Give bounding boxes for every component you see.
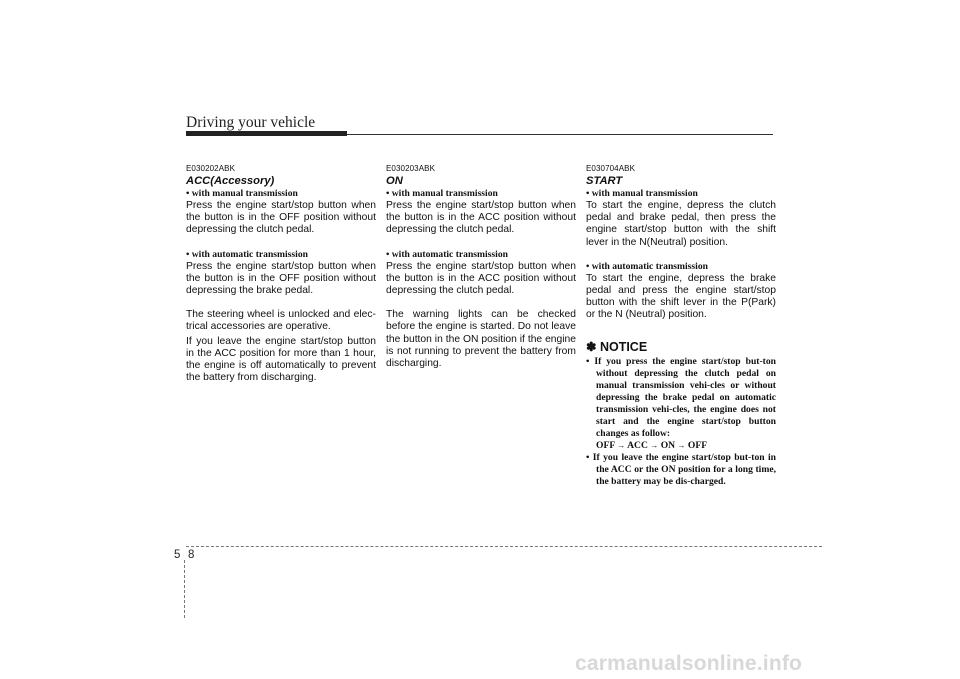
watermark: carmanualsonline.info	[575, 652, 803, 675]
notice-item	[586, 356, 776, 452]
notice-item-text: • If you press the engine start/stop but-ton without depressing the clutch pedal on manual transmission vehi-cles or without depressing the brake pedal on automatic transmission vehi-cles, the engine does not start and the engine start/stop button changes as follow:	[586, 355, 776, 439]
section-title: ON	[386, 175, 403, 187]
manual-transmission-text: Press the engine start/stop button when the button is in the ACC position without depressing the clutch pedal.	[386, 200, 576, 236]
header-bar-thick	[186, 131, 347, 136]
section-code: E030203ABK	[386, 164, 436, 173]
manual-transmission-label: • with manual transmission	[386, 188, 498, 199]
arrow-right-icon: →	[617, 440, 626, 450]
body-paragraph: The warning lights can be checked before the engine is started. Do not leave the button in the ON position if the engine is not running to prevent the battery from discharging.	[386, 309, 576, 370]
state-off: OFF	[687, 439, 708, 451]
state-off: OFF	[596, 439, 615, 451]
body-paragraph: If you leave the engine start/stop button in the ACC position for more than 1 hour, the engine is off automatically to prevent the battery from discharging.	[186, 335, 376, 384]
arrow-right-icon: →	[650, 440, 659, 450]
section-title: ACC(Accessory)	[186, 175, 275, 187]
manual-transmission-text: To start the engine, depress the clutch pedal and brake pedal, then press the engine start/stop button with the shift lever in the N(Neutral) position.	[586, 200, 776, 248]
state-acc: ACC	[627, 439, 648, 451]
chapter-number: 5	[174, 549, 181, 561]
arrow-right-icon: →	[677, 440, 686, 450]
section-acc	[186, 164, 376, 384]
section-on	[386, 164, 576, 370]
automatic-transmission-label: • with automatic transmission	[386, 248, 508, 260]
section-start	[586, 164, 776, 488]
notice-item: • If you leave the engine start/stop but-ton in the ACC or the ON position for a long time, the battery may be dis-charged.	[586, 451, 776, 487]
button-state-sequence	[596, 440, 776, 452]
automatic-transmission-label: • with automatic transmission	[586, 260, 708, 272]
automatic-transmission-label: • with automatic transmission	[186, 248, 308, 260]
notice-list	[586, 356, 776, 488]
page-number: 8	[188, 549, 195, 561]
manual-transmission-label: • with manual transmission	[586, 188, 698, 199]
header-rule	[347, 134, 773, 135]
manual-transmission-label: • with manual transmission	[186, 188, 298, 199]
automatic-transmission-text: To start the engine, depress the brake pedal and press the engine start/stop button with the shift lever in the P(Park) or the N (Neutral) position.	[586, 272, 776, 321]
section-code: E030202ABK	[186, 164, 236, 173]
footer-vertical-dashed-rule	[184, 560, 185, 618]
page-title: Driving your vehicle	[186, 114, 316, 131]
automatic-transmission-text: Press the engine start/stop button when the button is in the OFF position without depressing the brake pedal.	[186, 260, 376, 297]
body-paragraph: The steering wheel is unlocked and elec-trical accessories are operative.	[186, 309, 376, 333]
notice-heading: ✽ NOTICE	[586, 339, 648, 354]
automatic-transmission-text: Press the engine start/stop button when the button is in the ACC position without depressing the clutch pedal.	[386, 260, 576, 297]
footer-dashed-rule	[186, 546, 822, 547]
state-on: ON	[660, 439, 676, 451]
section-code: E030704ABK	[586, 164, 636, 173]
section-title: START	[586, 175, 623, 187]
manual-transmission-text: Press the engine start/stop button when the button is in the OFF position without depressing the clutch pedal.	[186, 200, 376, 236]
